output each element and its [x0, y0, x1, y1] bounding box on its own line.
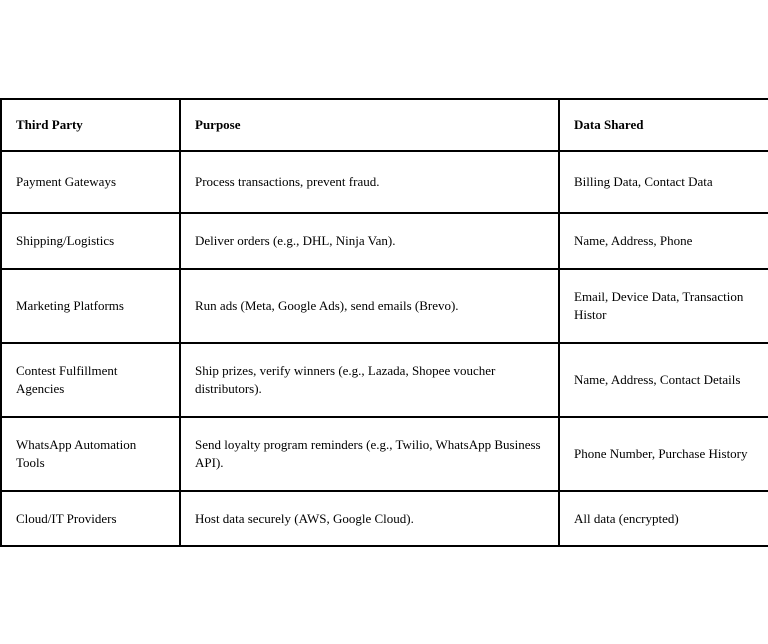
- cell-purpose: Send loyalty program reminders (e.g., Twilio, WhatsApp Business API).: [180, 417, 559, 491]
- cell-purpose: Deliver orders (e.g., DHL, Ninja Van).: [180, 213, 559, 269]
- header-purpose: Purpose: [180, 99, 559, 151]
- cell-data-shared: Email, Device Data, Transaction Histor: [559, 269, 768, 343]
- cell-purpose: Ship prizes, verify winners (e.g., Lazada, Shopee voucher distributors).: [180, 343, 559, 417]
- header-third-party: Third Party: [1, 99, 180, 151]
- cell-purpose: Host data securely (AWS, Google Cloud).: [180, 491, 559, 546]
- header-data-shared: Data Shared: [559, 99, 768, 151]
- table-row: [1, 491, 768, 546]
- table-row: [1, 269, 768, 343]
- table-row: [1, 417, 768, 491]
- table-row: [1, 151, 768, 213]
- cell-purpose: Process transactions, prevent fraud.: [180, 151, 559, 213]
- cell-data-shared: All data (encrypted): [559, 491, 768, 546]
- cell-purpose: Run ads (Meta, Google Ads), send emails (Brevo).: [180, 269, 559, 343]
- cell-data-shared: Name, Address, Contact Details: [559, 343, 768, 417]
- table-row: [1, 213, 768, 269]
- table-row: [1, 343, 768, 417]
- cell-third-party: WhatsApp Automation Tools: [1, 417, 180, 491]
- cell-data-shared: Phone Number, Purchase History: [559, 417, 768, 491]
- table-header-row: [1, 99, 768, 151]
- cell-third-party: Shipping/Logistics: [1, 213, 180, 269]
- third-party-table: [0, 98, 768, 547]
- cell-data-shared: Billing Data, Contact Data: [559, 151, 768, 213]
- cell-data-shared: Name, Address, Phone: [559, 213, 768, 269]
- cell-third-party: Contest Fulfillment Agencies: [1, 343, 180, 417]
- cell-third-party: Payment Gateways: [1, 151, 180, 213]
- cell-third-party: Cloud/IT Providers: [1, 491, 180, 546]
- cell-third-party: Marketing Platforms: [1, 269, 180, 343]
